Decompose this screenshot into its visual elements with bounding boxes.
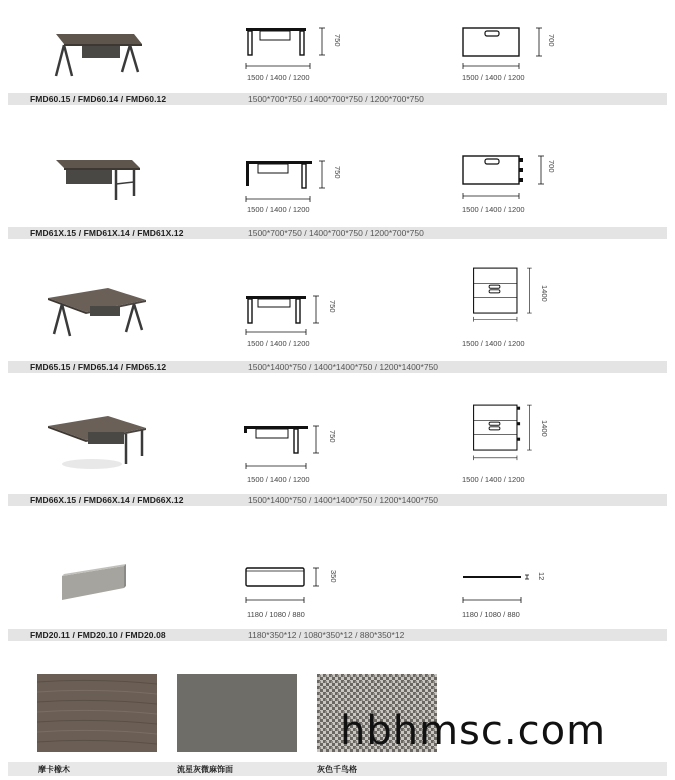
model-dimensions: 1500*700*750 / 1400*700*750 / 1200*700*750 [248, 228, 424, 238]
front-height-label: 750 [333, 34, 342, 47]
model-code: FMD20.11 / FMD20.10 / FMD20.08 [30, 630, 166, 640]
desk-photo-fmd66x [42, 408, 152, 478]
top-width-label: 1180 / 1080 / 880 [462, 610, 520, 619]
top-width-label: 1500 / 1400 / 1200 [462, 205, 525, 214]
model-code: FMD60.15 / FMD60.14 / FMD60.12 [30, 94, 167, 104]
top-depth-label: 1400 [540, 285, 549, 302]
desk-photo-fmd60 [42, 18, 152, 88]
swatch-mocha-oak [37, 674, 157, 752]
front-width-label: 1500 / 1400 / 1200 [247, 339, 310, 348]
top-depth-label: 700 [547, 160, 556, 173]
spec-bar-fmd20 [8, 629, 667, 641]
top-width-label: 1500 / 1400 / 1200 [462, 73, 525, 82]
model-code: FMD65.15 / FMD65.14 / FMD65.12 [30, 362, 167, 372]
front-width-label: 1180 / 1080 / 880 [247, 610, 305, 619]
front-height-label: 750 [328, 300, 337, 313]
front-width-label: 1500 / 1400 / 1200 [247, 205, 310, 214]
desk-photo-fmd61x [42, 150, 152, 220]
watermark-text: hbhmsc.com [340, 708, 607, 754]
top-depth-label: 12 [537, 572, 546, 581]
swatch-label-meteor-grey: 流星灰微麻饰面 [177, 765, 233, 774]
model-dimensions: 1180*350*12 / 1080*350*12 / 880*350*12 [248, 630, 405, 640]
top-depth-label: 700 [547, 34, 556, 47]
model-dimensions: 1500*1400*750 / 1400*1400*750 / 1200*1400*750 [248, 495, 439, 505]
spec-bar-fmd60 [8, 93, 667, 105]
model-code: FMD66X.15 / FMD66X.14 / FMD66X.12 [30, 495, 184, 505]
swatch-label-mocha-oak: 摩卡橡木 [38, 765, 70, 774]
spec-bar-fmd61x [8, 227, 667, 239]
model-dimensions: 1500*700*750 / 1400*700*750 / 1200*700*750 [248, 94, 424, 104]
front-width-label: 1500 / 1400 / 1200 [247, 475, 310, 484]
front-height-label: 750 [333, 166, 342, 179]
screen-photo-fmd20 [42, 560, 152, 630]
top-depth-label: 1400 [540, 420, 549, 437]
model-dimensions: 1500*1400*750 / 1400*1400*750 / 1200*1400*750 [248, 362, 439, 372]
model-code: FMD61X.15 / FMD61X.14 / FMD61X.12 [30, 228, 184, 238]
spec-bar-fmd65 [8, 361, 667, 373]
swatch-meteor-grey [177, 674, 297, 752]
spec-bar-fmd66x [8, 494, 667, 506]
top-width-label: 1500 / 1400 / 1200 [462, 475, 525, 484]
desk-photo-fmd65 [42, 280, 152, 350]
front-drawing-fmd66x [240, 420, 340, 482]
front-width-label: 1500 / 1400 / 1200 [247, 73, 310, 82]
front-height-label: 350 [329, 570, 338, 583]
swatch-label-houndstooth: 灰色千鸟格 [317, 765, 357, 774]
front-height-label: 750 [328, 430, 337, 443]
top-width-label: 1500 / 1400 / 1200 [462, 339, 525, 348]
